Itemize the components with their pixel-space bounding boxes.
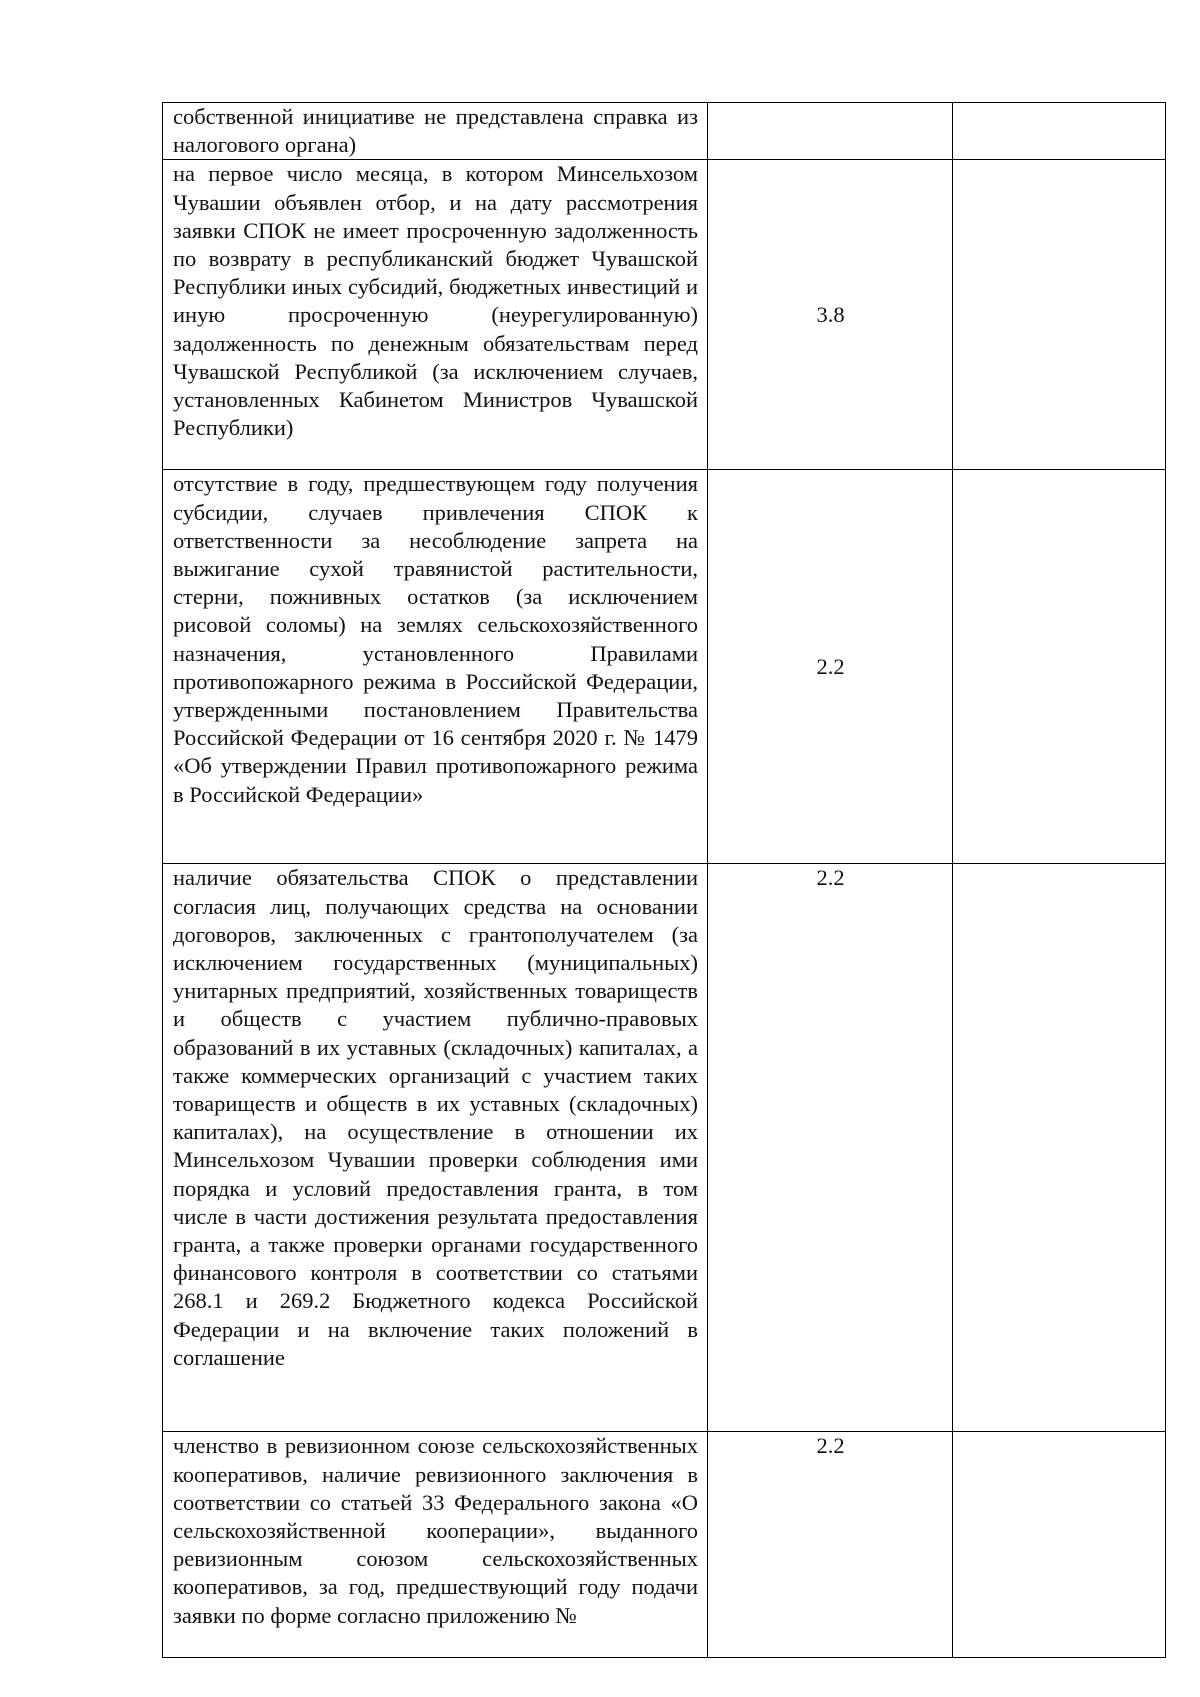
table-row xyxy=(163,864,1166,1432)
criterion-text: членство в ревизионном союзе сельскохозяйственных кооперативов, наличие ревизионного заключения в соответствии со статьей 33 Федерального закона «О сельскохозяйственной кооперации», выданного ревизионным союзом сельскохозяйственных кооперативов, за год, предшествующий году подачи заявки по форме согласно приложению № xyxy=(163,1432,708,1658)
empty-cell xyxy=(953,864,1166,1432)
score-cell: 2.2 xyxy=(708,470,953,864)
table-row xyxy=(163,470,1166,864)
empty-cell xyxy=(953,103,1166,160)
criterion-text: наличие обязательства СПОК о представлении согласия лиц, получающих средства на основании договоров, заключенных с грантополучателем (за исключением государственных (муниципальных) унитарных предприятий, хозяйственных товариществ и обществ с участием публично-правовых образований в их уставных (складочных) капиталах, а также коммерческих организаций с участием таких товариществ и обществ в их уставных (складочных) капиталах), на осуществление в отношении их Минсельхозом Чувашии проверки соблюдения ими порядка и условий предоставления гранта, в том числе в части достижения результата предоставления гранта, а также проверки органами государственного финансового контроля в соответствии со статьями 268.1 и 269.2 Бюджетного кодекса Российской Федерации и на включение таких положений в соглашение xyxy=(163,864,708,1432)
empty-cell xyxy=(953,470,1166,864)
score-cell: 3.8 xyxy=(708,160,953,470)
table-row xyxy=(163,103,1166,160)
empty-cell xyxy=(953,1432,1166,1658)
empty-cell xyxy=(953,160,1166,470)
score-cell xyxy=(708,103,953,160)
criterion-text: собственной инициативе не представлена справка из налогового органа) xyxy=(163,103,708,160)
table-row xyxy=(163,1432,1166,1658)
criteria-table xyxy=(162,102,1166,1658)
criterion-text: на первое число месяца, в котором Минсельхозом Чувашии объявлен отбор, и на дату рассмотрения заявки СПОК не имеет просроченную задолженность по возврату в республиканский бюджет Чувашской Республики иных субсидий, бюджетных инвестиций и иную просроченную (неурегулированную) задолженность по денежным обязательствам перед Чувашской Республикой (за исключением случаев, установленных Кабинетом Министров Чувашской Республики) xyxy=(163,160,708,470)
score-cell: 2.2 xyxy=(708,1432,953,1658)
criterion-text: отсутствие в году, предшествующем году получения субсидии, случаев привлечения СПОК к ответственности за несоблюдение запрета на выжигание сухой травянистой растительности, стерни, пожнивных остатков (за исключением рисовой соломы) на землях сельскохозяйственного назначения, установленного Правилами противопожарного режима в Российской Федерации, утвержденными постановлением Правительства Российской Федерации от 16 сентября 2020 г. № 1479 «Об утверждении Правил противопожарного режима в Российской Федерации» xyxy=(163,470,708,864)
score-cell: 2.2 xyxy=(708,864,953,1432)
table-row xyxy=(163,160,1166,470)
